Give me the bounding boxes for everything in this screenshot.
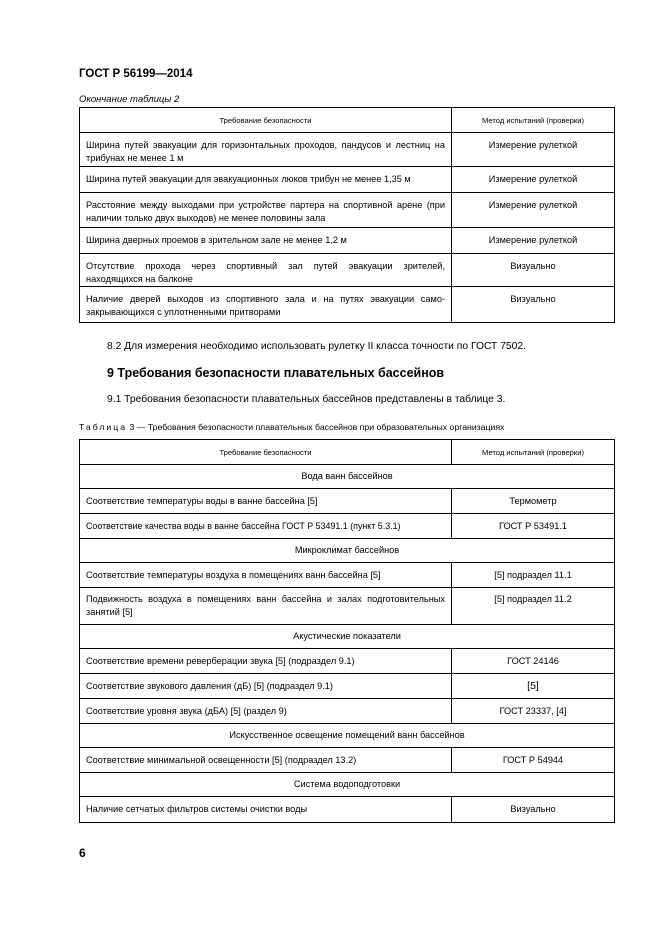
table-row — [80, 563, 615, 588]
section-row — [80, 625, 615, 649]
page-number: 6 — [79, 846, 86, 860]
section-heading: 9 Требования безопасности плавательных бассейнов — [107, 366, 445, 380]
paragraph-8-2: 8.2 Для измерения необходимо использовать рулетку II класса точности по ГОСТ 7502. — [107, 341, 526, 352]
requirement-cell: Соответствие времени реверберации звука [5] (подраздел 9.1) — [80, 649, 452, 674]
requirement-cell: Ширина путей эвакуации для горизонтальных проходов, пандусов и лестниц на трибунах не менее 1 м — [80, 133, 452, 167]
table-row — [80, 228, 615, 254]
requirement-cell: Подвижность воздуха в помещениях ванн бассейна и залах подготовительных занятий [5] — [80, 588, 452, 625]
section-row — [80, 539, 615, 563]
table-row — [80, 133, 615, 167]
table2-caption: Окончание таблицы 2 — [79, 94, 180, 105]
column-header: Метод испытаний (проверки) — [452, 108, 615, 133]
requirement-cell: Соответствие температуры воздуха в помещениях ванн бассейна [5] — [80, 563, 452, 588]
method-cell: [5] подраздел 11.2 — [452, 588, 615, 625]
section-row — [80, 465, 615, 489]
table-row — [80, 649, 615, 674]
requirement-cell: Расстояние между выходами при устройстве партера на спортивной арене (при наличии только двух выходов) не менее половины зала — [80, 193, 452, 228]
section-title: Искусственное освещение помещений ванн бассейнов — [80, 724, 615, 748]
table3-caption — [79, 422, 504, 432]
requirement-cell: Соответствие минимальной освещенности [5] (подраздел 13.2) — [80, 748, 452, 773]
requirement-cell: Ширина путей эвакуации для эвакуационных люков трибун не менее 1,35 м — [80, 167, 452, 193]
table-3 — [79, 439, 615, 823]
requirement-cell: Ширина дверных проемов в зрительном зале не менее 1,2 м — [80, 228, 452, 254]
method-cell: [5] подраздел 11.1 — [452, 563, 615, 588]
requirement-cell: Наличие сетчатых фильтров системы очистки воды — [80, 797, 452, 823]
method-cell: Термометр — [452, 489, 615, 514]
table-row — [80, 167, 615, 193]
method-cell: [5] — [452, 674, 615, 699]
table3-caption-label: Таблица — [79, 422, 128, 432]
method-cell: Измерение рулеткой — [452, 193, 615, 228]
method-cell: ГОСТ Р 53491.1 — [452, 514, 615, 539]
method-cell: Измерение рулеткой — [452, 133, 615, 167]
method-cell: Измерение рулеткой — [452, 167, 615, 193]
table-2 — [79, 107, 615, 323]
section-title: Вода ванн бассейнов — [80, 465, 615, 489]
table-row — [80, 748, 615, 773]
requirement-cell: Наличие дверей выходов из спортивного зала и на путях эвакуации самозакрывающихся с уплотненными притворами — [80, 287, 452, 323]
column-header: Требование безопасности — [80, 108, 452, 133]
table-row — [80, 254, 615, 287]
section-title: Микроклимат бассейнов — [80, 539, 615, 563]
table-row — [80, 193, 615, 228]
table-row — [80, 489, 615, 514]
method-cell: ГОСТ Р 54944 — [452, 748, 615, 773]
method-cell: Визуально — [452, 254, 615, 287]
section-row — [80, 773, 615, 797]
section-title: Система водоподготовки — [80, 773, 615, 797]
section-row — [80, 724, 615, 748]
requirement-cell: Соответствие звукового давления (дБ) [5] (подраздел 9.1) — [80, 674, 452, 699]
requirement-cell: Отсутствие прохода через спортивный зал путей эвакуации зрителей, находящихся на балконе — [80, 254, 452, 287]
column-header: Метод испытаний (проверки) — [452, 440, 615, 465]
table3-caption-text: 3 — Требования безопасности плавательных бассейнов при образовательных организациях — [127, 422, 505, 432]
method-cell: Визуально — [452, 797, 615, 823]
table-row — [80, 588, 615, 625]
method-cell: ГОСТ 23337, [4] — [452, 699, 615, 724]
method-cell: Визуально — [452, 287, 615, 323]
table-row — [80, 699, 615, 724]
table-row — [80, 287, 615, 323]
table-header-row — [80, 440, 615, 465]
method-cell: Измерение рулеткой — [452, 228, 615, 254]
requirement-cell: Соответствие качества воды в ванне бассейна ГОСТ Р 53491.1 (пункт 5.3.1) — [80, 514, 452, 539]
paragraph-9-1: 9.1 Требования безопасности плавательных бассейнов представлены в таблице 3. — [107, 394, 506, 405]
requirement-cell: Соответствие температуры воды в ванне бассейна [5] — [80, 489, 452, 514]
section-title: Акустические показатели — [80, 625, 615, 649]
table-header-row — [80, 108, 615, 133]
document-header: ГОСТ Р 56199—2014 — [79, 68, 193, 80]
column-header: Требование безопасности — [80, 440, 452, 465]
table-row — [80, 674, 615, 699]
table-row — [80, 514, 615, 539]
method-cell: ГОСТ 24146 — [452, 649, 615, 674]
table-row — [80, 797, 615, 823]
requirement-cell: Соответствие уровня звука (дБА) [5] (раздел 9) — [80, 699, 452, 724]
